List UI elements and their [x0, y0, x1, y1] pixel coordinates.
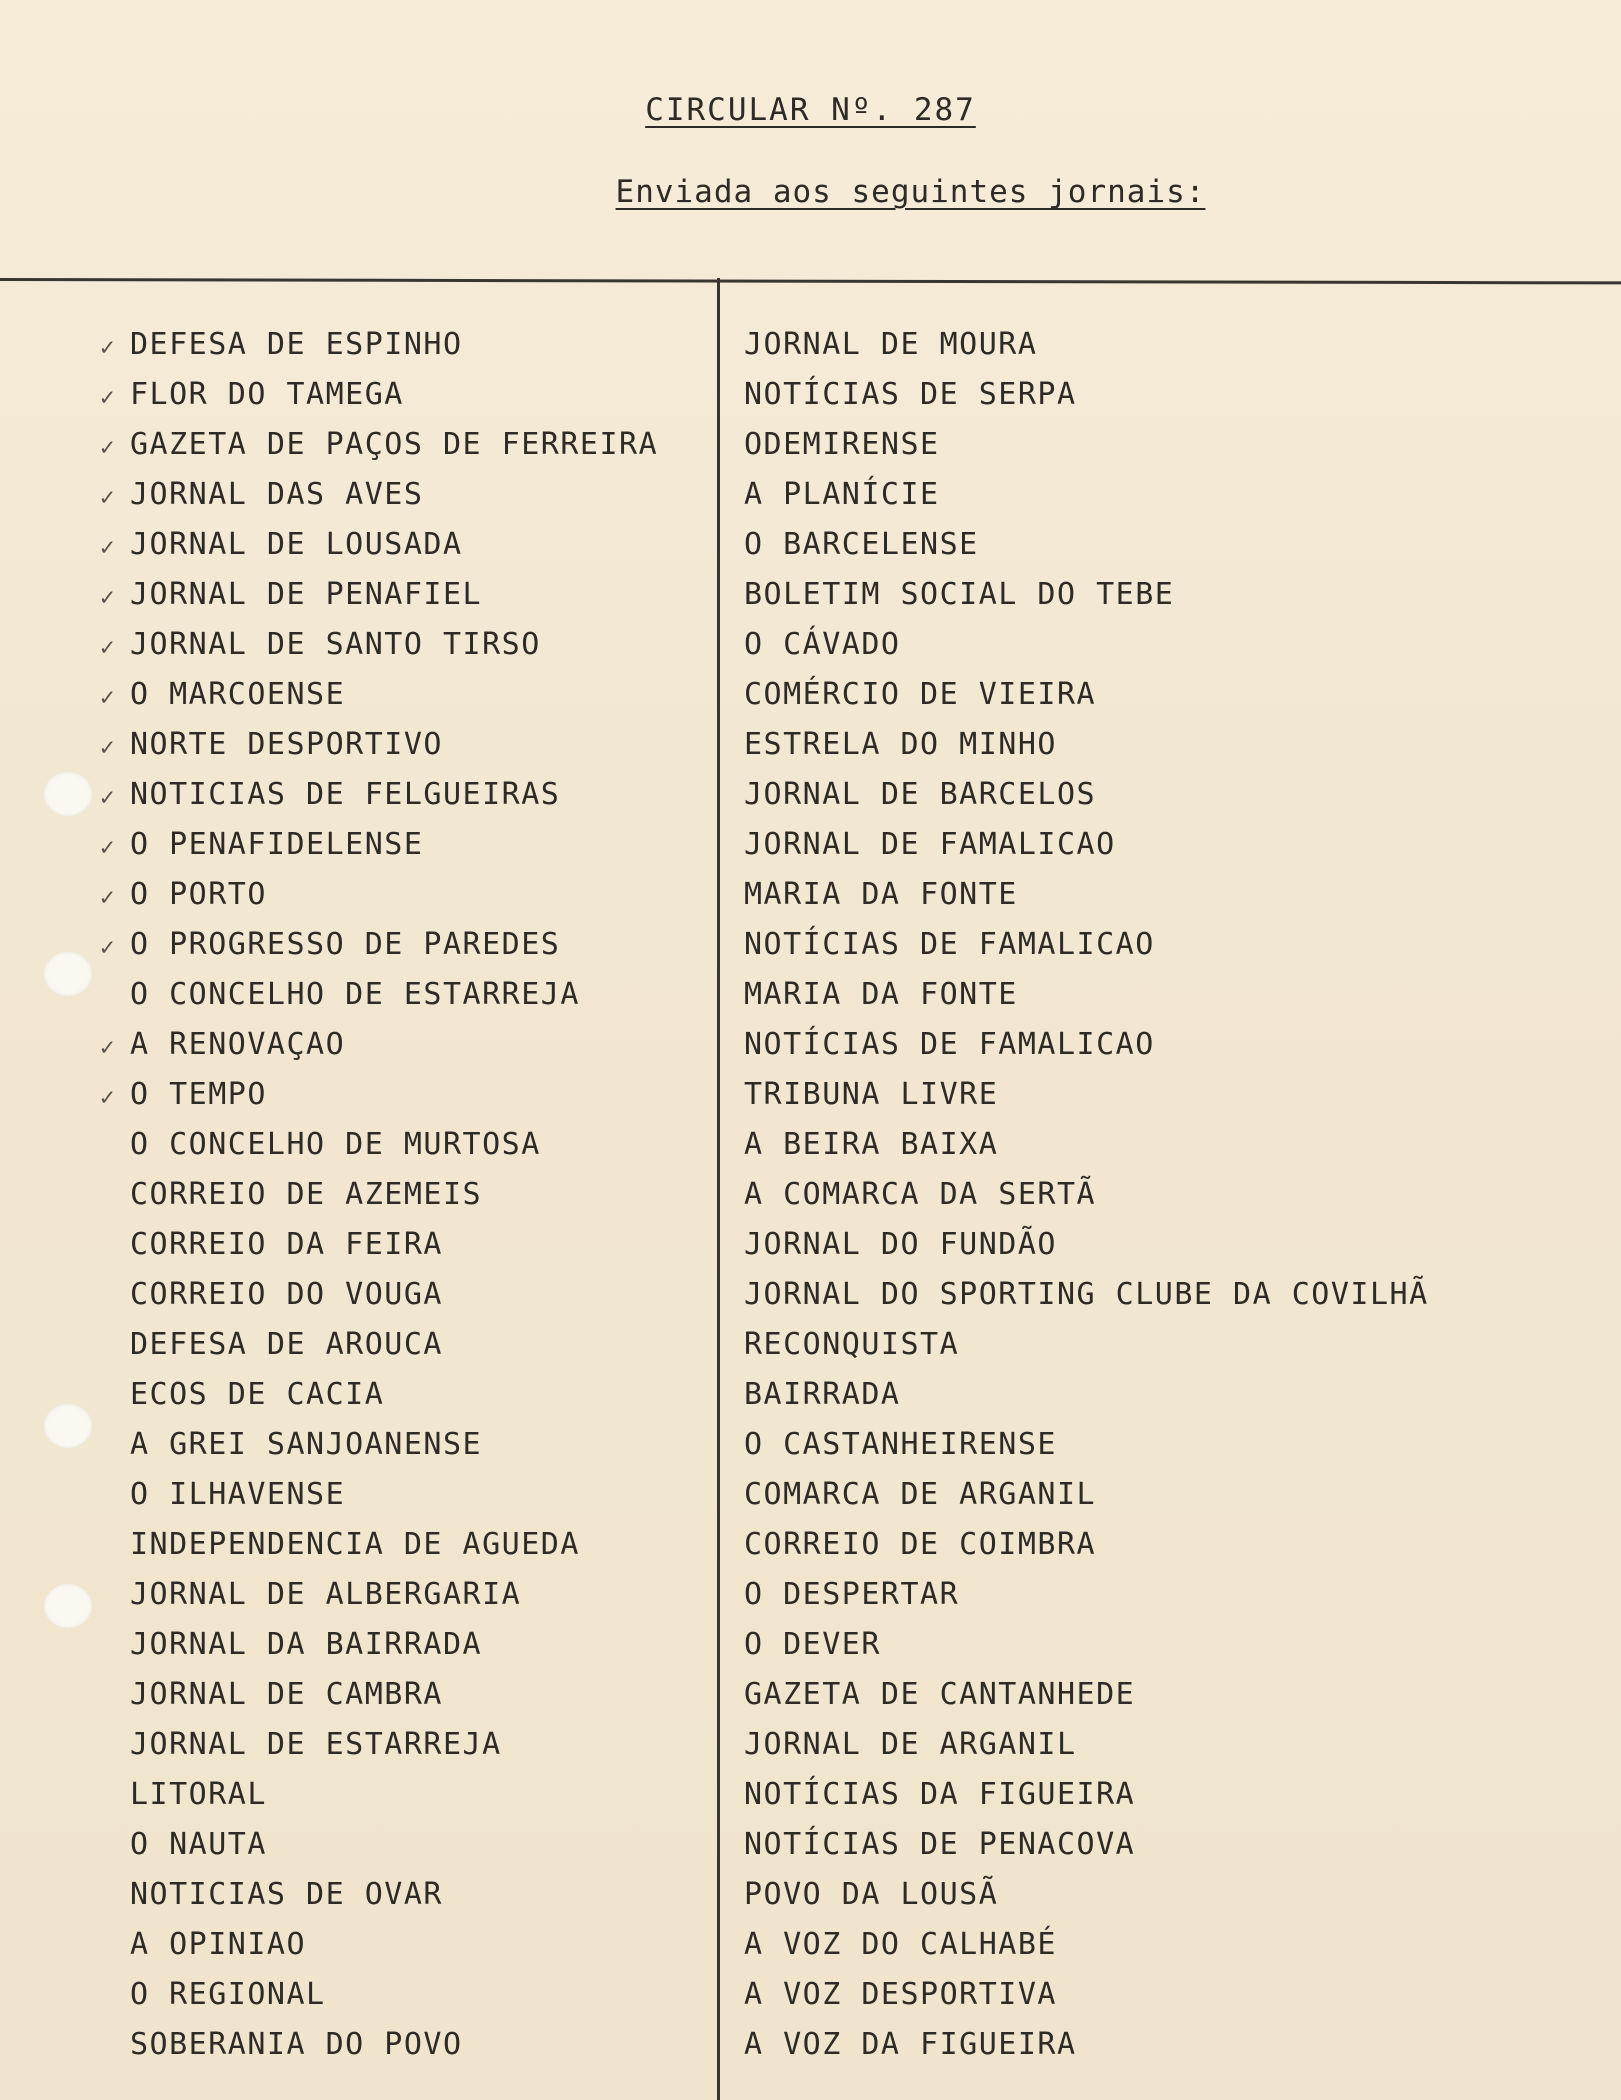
- newspaper-item: [100, 674, 710, 724]
- newspaper-name: A BEIRA BAIXA: [744, 1127, 999, 1162]
- newspaper-item: [744, 1674, 1604, 1724]
- newspaper-item: [744, 1824, 1604, 1874]
- checkmark-icon: ✓: [100, 633, 116, 661]
- newspaper-item: [100, 874, 710, 924]
- newspaper-item: [100, 524, 710, 574]
- newspaper-name: JORNAL DO FUNDÃO: [744, 1227, 1057, 1262]
- newspaper-name: A VOZ DO CALHABÉ: [744, 1927, 1057, 1962]
- newspaper-item: [100, 924, 710, 974]
- checkmark-icon: ✓: [100, 733, 116, 761]
- newspaper-name: DEFESA DE AROUCA: [130, 1327, 443, 1362]
- checkmark-icon: ✓: [100, 533, 116, 561]
- newspaper-item: [100, 1124, 710, 1174]
- checkmark-icon: ✓: [100, 1033, 116, 1061]
- checkmark-icon: ✓: [100, 583, 116, 611]
- checkmark-icon: ✓: [100, 833, 116, 861]
- newspaper-item: [100, 1674, 710, 1724]
- newspaper-item: [744, 324, 1604, 374]
- newspaper-item: [744, 624, 1604, 674]
- newspaper-name: O MARCOENSE: [130, 677, 346, 712]
- newspaper-name: JORNAL DE ARGANIL: [744, 1727, 1077, 1762]
- newspaper-item: [744, 974, 1604, 1024]
- newspaper-name: NOTÍCIAS DE FAMALICAO: [744, 927, 1155, 962]
- newspaper-item: [100, 1274, 710, 1324]
- newspaper-name: O DESPERTAR: [744, 1577, 960, 1612]
- newspaper-name: JORNAL DE BARCELOS: [744, 777, 1097, 812]
- newspaper-name: NOTÍCIAS DE SERPA: [744, 377, 1077, 412]
- newspaper-item: [744, 1174, 1604, 1224]
- newspaper-name: JORNAL DE ALBERGARIA: [130, 1577, 522, 1612]
- newspaper-item: [744, 1274, 1604, 1324]
- newspaper-name: O PROGRESSO DE PAREDES: [130, 927, 561, 962]
- newspaper-name: O CONCELHO DE MURTOSA: [130, 1127, 541, 1162]
- newspaper-item: [744, 1724, 1604, 1774]
- newspaper-name: O NAUTA: [130, 1827, 267, 1862]
- newspaper-name: BOLETIM SOCIAL DO TEBE: [744, 577, 1175, 612]
- newspaper-name: A GREI SANJOANENSE: [130, 1427, 483, 1462]
- newspaper-item: [100, 1374, 710, 1424]
- newspaper-item: [744, 874, 1604, 924]
- newspaper-name: JORNAL DE CAMBRA: [130, 1677, 443, 1712]
- newspaper-item: [100, 474, 710, 524]
- newspaper-item: [100, 1024, 710, 1074]
- newspaper-item: [100, 724, 710, 774]
- checkmark-icon: ✓: [100, 883, 116, 911]
- newspaper-item: [100, 624, 710, 674]
- newspaper-item: [100, 1324, 710, 1374]
- newspaper-name: ECOS DE CACIA: [130, 1377, 385, 1412]
- newspaper-name: CORREIO DO VOUGA: [130, 1277, 443, 1312]
- newspaper-item: [744, 1624, 1604, 1674]
- newspaper-name: GAZETA DE CANTANHEDE: [744, 1677, 1136, 1712]
- newspaper-name: JORNAL DE LOUSADA: [130, 527, 463, 562]
- newspaper-name: COMARCA DE ARGANIL: [744, 1477, 1097, 1512]
- newspaper-name: A VOZ DESPORTIVA: [744, 1977, 1057, 2012]
- newspaper-name: FLOR DO TAMEGA: [130, 377, 404, 412]
- newspaper-name: A VOZ DA FIGUEIRA: [744, 2027, 1077, 2062]
- newspaper-name: O CASTANHEIRENSE: [744, 1427, 1057, 1462]
- newspaper-name: NOTICIAS DE OVAR: [130, 1877, 443, 1912]
- newspaper-name: POVO DA LOUSÃ: [744, 1877, 999, 1912]
- column-divider: [717, 278, 720, 2100]
- newspaper-item: [744, 1974, 1604, 2024]
- newspaper-item: [100, 1874, 710, 1924]
- newspaper-name: LITORAL: [130, 1777, 267, 1812]
- newspaper-name: CORREIO DE AZEMEIS: [130, 1177, 483, 1212]
- checkmark-icon: ✓: [100, 783, 116, 811]
- newspaper-item: [100, 774, 710, 824]
- checkmark-icon: ✓: [100, 433, 116, 461]
- newspaper-name: ESTRELA DO MINHO: [744, 727, 1057, 762]
- newspaper-item: [100, 324, 710, 374]
- newspaper-item: [100, 424, 710, 474]
- newspaper-name: O ILHAVENSE: [130, 1477, 346, 1512]
- circular-title-text: CIRCULAR Nº. 287: [645, 92, 976, 128]
- checkmark-icon: ✓: [100, 1083, 116, 1111]
- newspaper-name: INDEPENDENCIA DE AGUEDA: [130, 1527, 580, 1562]
- newspaper-list-right: [744, 324, 1604, 2074]
- newspaper-item: [744, 1374, 1604, 1424]
- punch-hole: [44, 1584, 92, 1628]
- newspaper-name: GAZETA DE PAÇOS DE FERREIRA: [130, 427, 659, 462]
- newspaper-item: [744, 774, 1604, 824]
- newspaper-name: CORREIO DA FEIRA: [130, 1227, 443, 1262]
- newspaper-name: MARIA DA FONTE: [744, 877, 1018, 912]
- newspaper-name: A PLANÍCIE: [744, 477, 940, 512]
- newspaper-item: [744, 424, 1604, 474]
- newspaper-item: [100, 2024, 710, 2074]
- newspaper-name: JORNAL DA BAIRRADA: [130, 1627, 483, 1662]
- checkmark-icon: ✓: [100, 483, 116, 511]
- newspaper-item: [744, 1024, 1604, 1074]
- newspaper-name: ODEMIRENSE: [744, 427, 940, 462]
- newspaper-name: NOTÍCIAS DA FIGUEIRA: [744, 1777, 1136, 1812]
- newspaper-name: SOBERANIA DO POVO: [130, 2027, 463, 2062]
- checkmark-icon: ✓: [100, 683, 116, 711]
- newspaper-name: O PORTO: [130, 877, 267, 912]
- newspaper-name: JORNAL DAS AVES: [130, 477, 424, 512]
- newspaper-item: [744, 574, 1604, 624]
- newspaper-item: [100, 1974, 710, 2024]
- newspaper-name: NOTICIAS DE FELGUEIRAS: [130, 777, 561, 812]
- newspaper-item: [744, 1324, 1604, 1374]
- newspaper-item: [744, 1424, 1604, 1474]
- circular-subtitle: [100, 174, 1621, 210]
- newspaper-name: A RENOVAÇAO: [130, 1027, 346, 1062]
- punch-hole: [44, 1404, 92, 1448]
- newspaper-name: BAIRRADA: [744, 1377, 901, 1412]
- newspaper-item: [744, 2024, 1604, 2074]
- newspaper-name: O PENAFIDELENSE: [130, 827, 424, 862]
- newspaper-item: [100, 974, 710, 1024]
- newspaper-item: [100, 1074, 710, 1124]
- horizontal-divider: [0, 278, 1621, 284]
- newspaper-item: [100, 1474, 710, 1524]
- newspaper-item: [100, 1174, 710, 1224]
- checkmark-icon: ✓: [100, 333, 116, 361]
- newspaper-name: O CÁVADO: [744, 627, 901, 662]
- newspaper-list-left: [100, 324, 710, 2074]
- checkmark-icon: ✓: [100, 383, 116, 411]
- newspaper-item: [744, 1224, 1604, 1274]
- newspaper-item: [744, 1774, 1604, 1824]
- newspaper-name: O TEMPO: [130, 1077, 267, 1112]
- newspaper-item: [744, 924, 1604, 974]
- newspaper-item: [100, 1624, 710, 1674]
- newspaper-name: JORNAL DE SANTO TIRSO: [130, 627, 541, 662]
- punch-hole: [44, 772, 92, 816]
- newspaper-item: [100, 1774, 710, 1824]
- newspaper-item: [100, 1724, 710, 1774]
- newspaper-name: MARIA DA FONTE: [744, 977, 1018, 1012]
- newspaper-item: [744, 1074, 1604, 1124]
- newspaper-item: [744, 1124, 1604, 1174]
- newspaper-name: NORTE DESPORTIVO: [130, 727, 443, 762]
- newspaper-item: [744, 1474, 1604, 1524]
- newspaper-name: O REGIONAL: [130, 1977, 326, 2012]
- newspaper-name: JORNAL DE ESTARREJA: [130, 1727, 502, 1762]
- newspaper-item: [100, 1824, 710, 1874]
- punch-hole: [44, 952, 92, 996]
- newspaper-item: [744, 824, 1604, 874]
- newspaper-name: O CONCELHO DE ESTARREJA: [130, 977, 580, 1012]
- newspaper-name: A OPINIAO: [130, 1927, 307, 1962]
- newspaper-item: [744, 724, 1604, 774]
- newspaper-item: [100, 574, 710, 624]
- newspaper-item: [100, 1574, 710, 1624]
- newspaper-name: TRIBUNA LIVRE: [744, 1077, 999, 1112]
- newspaper-name: JORNAL DO SPORTING CLUBE DA COVILHÃ: [744, 1277, 1429, 1312]
- newspaper-item: [744, 1524, 1604, 1574]
- newspaper-name: JORNAL DE MOURA: [744, 327, 1038, 362]
- newspaper-name: O DEVER: [744, 1627, 881, 1662]
- newspaper-item: [100, 1424, 710, 1474]
- circular-subtitle-text: Enviada aos seguintes jornais:: [615, 174, 1206, 210]
- newspaper-item: [744, 474, 1604, 524]
- newspaper-item: [100, 1224, 710, 1274]
- checkmark-icon: ✓: [100, 933, 116, 961]
- newspaper-name: JORNAL DE PENAFIEL: [130, 577, 483, 612]
- newspaper-item: [744, 374, 1604, 424]
- newspaper-name: RECONQUISTA: [744, 1327, 960, 1362]
- newspaper-name: A COMARCA DA SERTÃ: [744, 1177, 1097, 1212]
- newspaper-item: [744, 1574, 1604, 1624]
- newspaper-item: [744, 1924, 1604, 1974]
- newspaper-item: [100, 1924, 710, 1974]
- newspaper-name: NOTÍCIAS DE FAMALICAO: [744, 1027, 1155, 1062]
- newspaper-item: [100, 824, 710, 874]
- newspaper-name: DEFESA DE ESPINHO: [130, 327, 463, 362]
- newspaper-name: COMÉRCIO DE VIEIRA: [744, 677, 1097, 712]
- newspaper-name: JORNAL DE FAMALICAO: [744, 827, 1116, 862]
- newspaper-name: O BARCELENSE: [744, 527, 979, 562]
- newspaper-item: [744, 674, 1604, 724]
- circular-title: [0, 92, 1621, 128]
- newspaper-item: [100, 1524, 710, 1574]
- newspaper-name: CORREIO DE COIMBRA: [744, 1527, 1097, 1562]
- newspaper-item: [744, 524, 1604, 574]
- newspaper-item: [744, 1874, 1604, 1924]
- newspaper-item: [100, 374, 710, 424]
- newspaper-name: NOTÍCIAS DE PENACOVA: [744, 1827, 1136, 1862]
